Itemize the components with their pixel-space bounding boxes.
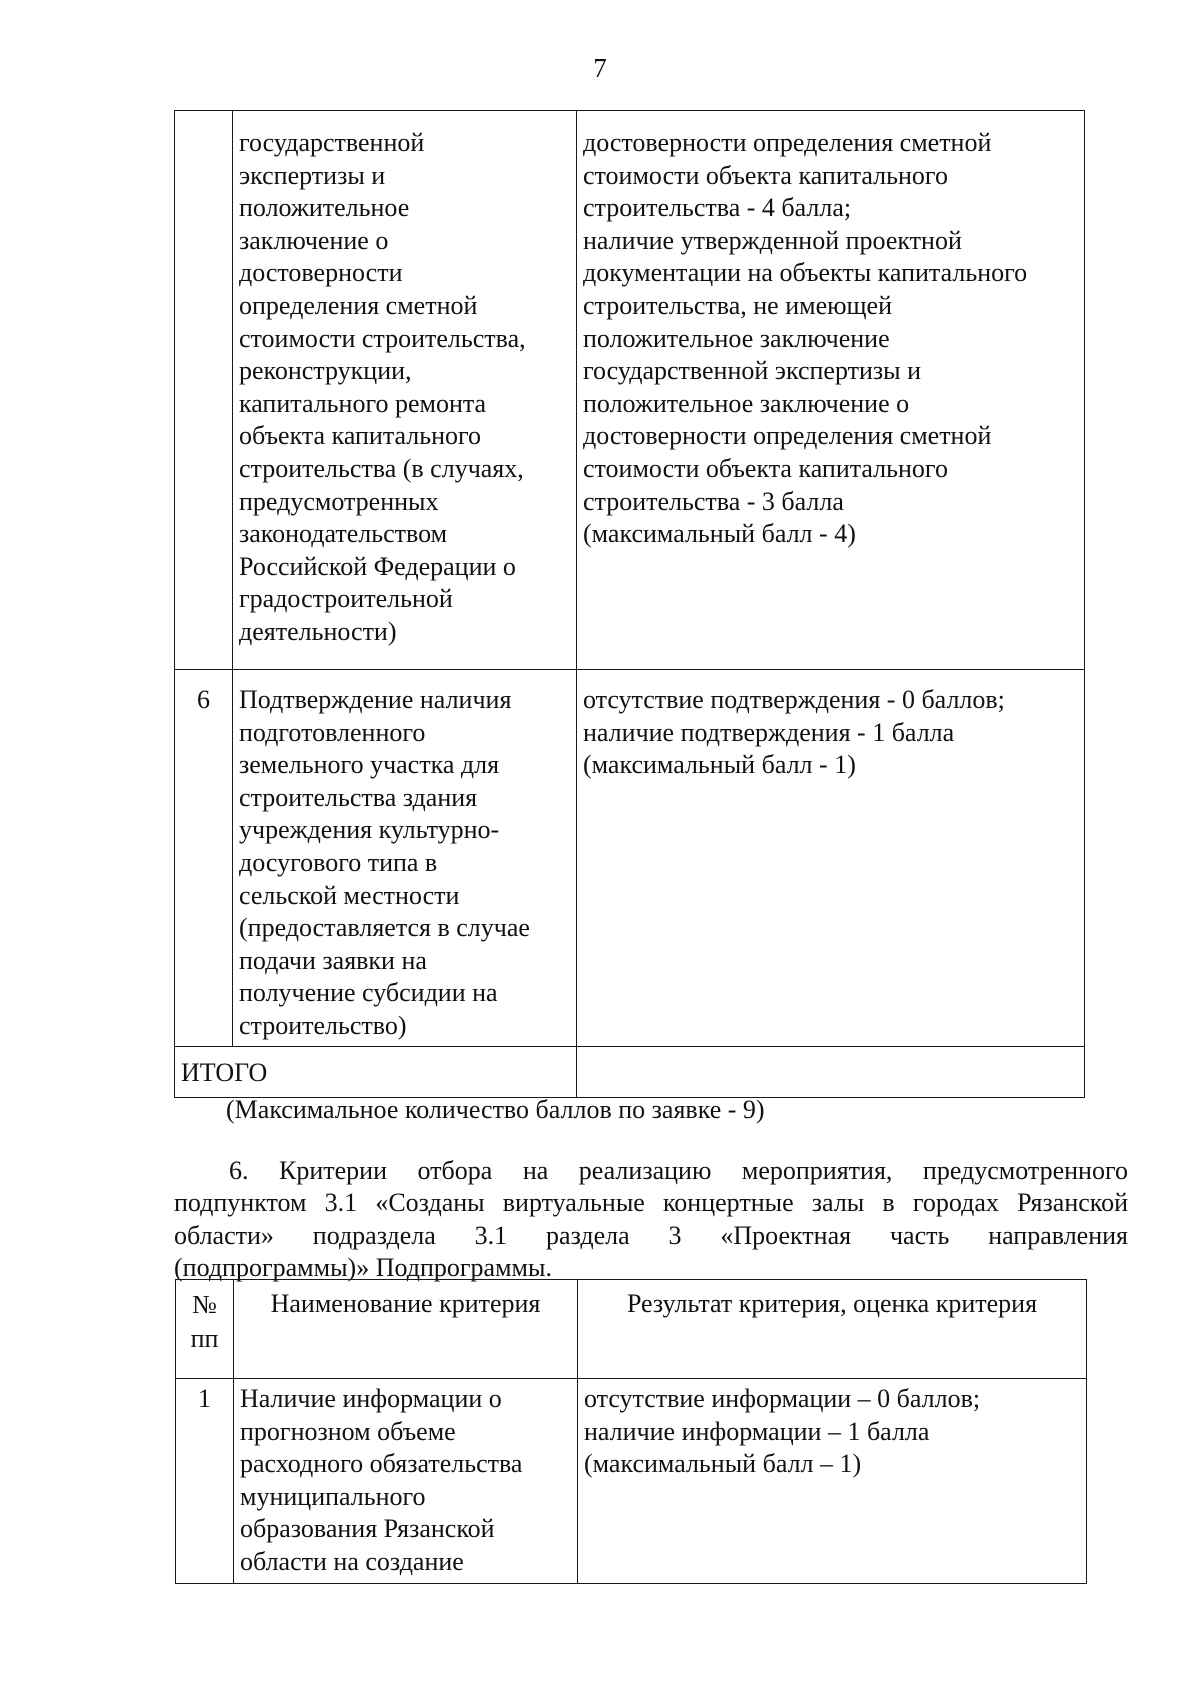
- total-value-cell: [577, 1047, 1085, 1098]
- table-row: [176, 1379, 1087, 1584]
- result-cell: [577, 111, 1085, 670]
- page-number: 7: [593, 53, 607, 83]
- criterion-text: государственной экспертизы и положительное заключение о достоверности определения сметной стоимости строительства, реконструкции, капитального ремонта объекта капитального строительства (в случаях, предусмотренных законодательством Российской Федерации о градостроительной деятельности): [239, 128, 526, 646]
- table-header-row: [176, 1280, 1087, 1379]
- total-label: ИТОГО: [181, 1058, 268, 1087]
- result-cell: [578, 1379, 1087, 1584]
- result-cell: [577, 670, 1085, 1047]
- paragraph-line: области» подраздела 3.1 раздела 3 «Проектная часть направления: [174, 1220, 1128, 1250]
- criterion-cell: [233, 111, 577, 670]
- row-number: 1: [198, 1384, 211, 1413]
- max-score-note: (Максимальное количество баллов по заявке - 9): [226, 1095, 765, 1124]
- header-result: Результат критерия, оценка критерия: [626, 1289, 1038, 1318]
- total-label-cell: [175, 1047, 577, 1098]
- table-row: [175, 670, 1085, 1047]
- criteria-table-section-6: [175, 1279, 1087, 1584]
- row-number-cell: [175, 670, 233, 1047]
- criterion-text: Подтверждение наличия подготовленного земельного участка для строительства здания учреждения культурно- досугового типа в сельской местности (предоставляется в случае подачи заявки на получение субсидии на строительство): [239, 685, 530, 1040]
- criterion-cell: [233, 670, 577, 1047]
- paragraph-line: 6. Критерии отбора на реализацию мероприятия, предусмотренного: [229, 1156, 1128, 1185]
- result-text: отсутствие информации – 0 баллов; наличие информации – 1 балла (максимальный балл – 1): [584, 1384, 981, 1479]
- criterion-cell: [234, 1379, 578, 1584]
- criteria-table-continued: [174, 110, 1085, 1098]
- result-text: достоверности определения сметной стоимости объекта капитального строительства - 4 балла; наличие утвержденной проектной документации на объекты капитального строительства, не имеющей положительное заключение государственной экспертизы и положительное заключение о достоверности определения сметной стоимости объекта капитального строительства - 3 балла (максимальный балл - 4): [583, 128, 1028, 549]
- table-row: [175, 111, 1085, 670]
- paragraph-line: подпунктом 3.1 «Созданы виртуальные концертные залы в городах Рязанской: [174, 1188, 1128, 1218]
- header-criterion: Наименование критерия: [270, 1289, 541, 1318]
- section-6-paragraph: [174, 1155, 1128, 1285]
- header-number: № пп: [190, 1290, 219, 1353]
- header-criterion-cell: [234, 1280, 578, 1379]
- result-text: отсутствие подтверждения - 0 баллов; наличие подтверждения - 1 балла (максимальный балл - 1): [583, 685, 1005, 780]
- paragraph-line: (подпрограммы)» Подпрограммы.: [174, 1253, 552, 1283]
- header-number-cell: [176, 1280, 234, 1379]
- header-result-cell: [578, 1280, 1087, 1379]
- row-number-cell: [175, 111, 233, 670]
- row-number: 6: [197, 685, 210, 714]
- criterion-text: Наличие информации о прогнозном объеме расходного обязательства муниципального образования Рязанской области на создание: [240, 1384, 523, 1576]
- row-number-cell: [176, 1379, 234, 1584]
- total-row: [175, 1047, 1085, 1098]
